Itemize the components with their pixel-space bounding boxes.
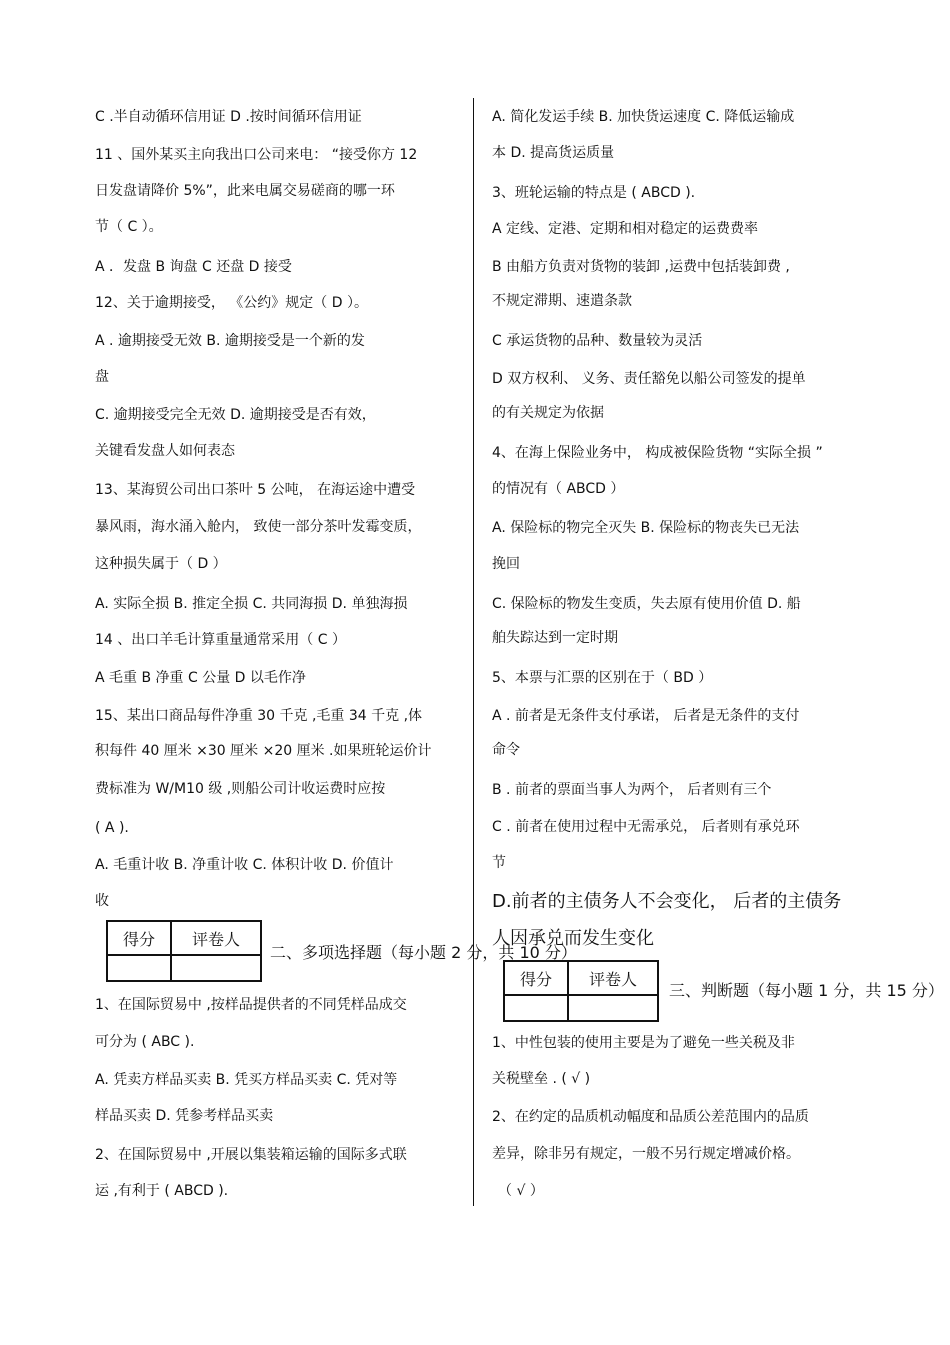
text-line: A ．发盘 B 询盘 C 还盘 D 接受 bbox=[95, 259, 292, 275]
text-line: 关键看发盘人如何表态 bbox=[95, 443, 235, 459]
text-line: A. 保险标的物完全灭失 B. 保险标的物丧失已无法 bbox=[492, 520, 800, 536]
text-line: 收 bbox=[95, 893, 109, 909]
text-line: 盘 bbox=[95, 369, 109, 385]
text-line: C 承运货物的品种、数量较为灵活 bbox=[492, 333, 703, 349]
text-line: 12、关于逾期接受， 《公约》规定（ D ）。 bbox=[95, 295, 368, 311]
score-label: 得分 bbox=[107, 921, 171, 955]
text-line: 命令 bbox=[492, 742, 520, 758]
text-line: 3、班轮运输的特点是 ( ABCD ). bbox=[492, 185, 696, 201]
text-line: C . 前者在使用过程中无需承兑， 后者则有承兑环 bbox=[492, 819, 800, 835]
text-line: 运 ,有利于 ( ABCD ). bbox=[95, 1183, 229, 1199]
text-line: 挽回 bbox=[492, 556, 520, 572]
text-line: 费标准为 W/M10 级 ,则船公司计收运费时应按 bbox=[95, 781, 386, 797]
text-line: 日发盘请降价 5%”，此来电属交易磋商的哪一环 bbox=[95, 183, 395, 199]
text-line: A. 实际全损 B. 推定全损 C. 共同海损 D. 单独海损 bbox=[95, 596, 408, 612]
text-line: 的有关规定为依据 bbox=[492, 405, 604, 421]
text-line: A. 凭卖方样品买卖 B. 凭买方样品买卖 C. 凭对等 bbox=[95, 1072, 398, 1088]
text-line: 节 bbox=[492, 855, 506, 871]
text-line: 2、在国际贸易中 ,开展以集装箱运输的国际多式联 bbox=[95, 1147, 407, 1163]
column-divider bbox=[473, 98, 474, 1206]
text-line: 暴风雨，海水涌入舱内， 致使一部分茶叶发霉变质， bbox=[95, 519, 422, 535]
text-line: 节（ C ）。 bbox=[95, 219, 163, 235]
grader-label: 评卷人 bbox=[171, 921, 261, 955]
text-line: A . 前者是无条件支付承诺， 后者是无条件的支付 bbox=[492, 708, 800, 724]
text-line: 15、某出口商品每件净重 30 千克 ,毛重 34 千克 ,体 bbox=[95, 708, 423, 724]
text-line: D 双方权利、 义务、责任豁免以船公司签发的提单 bbox=[492, 371, 806, 387]
section-title: 二、多项选择题（每小题 2 分，共 10 分） bbox=[270, 943, 577, 962]
text-line: A 定线、定港、定期和相对稳定的运费费率 bbox=[492, 221, 759, 237]
text-line: 样品买卖 D. 凭参考样品买卖 bbox=[95, 1108, 274, 1124]
text-line: A. 毛重计收 B. 净重计收 C. 体积计收 D. 价值计 bbox=[95, 857, 394, 873]
text-line: 5、本票与汇票的区别在于（ BD ） bbox=[492, 670, 713, 686]
text-line: 差异，除非另有规定，一般不另行规定增减价格。 bbox=[492, 1146, 800, 1162]
text-line: B 由船方负责对货物的装卸 ,运费中包括装卸费 , bbox=[492, 259, 790, 275]
text-line: A. 简化发运手续 B. 加快货运速度 C. 降低运输成 bbox=[492, 109, 795, 125]
text-line: （ √ ） bbox=[498, 1183, 544, 1199]
text-line: 这种损失属于（ D ） bbox=[95, 556, 227, 572]
text-line: 1、中性包装的使用主要是为了避免一些关税及非 bbox=[492, 1035, 795, 1051]
text-line: C .半自动循环信用证 D .按时间循环信用证 bbox=[95, 109, 362, 125]
text-line: 11 、国外某买主向我出口公司来电： “接受你方 12 bbox=[95, 147, 418, 163]
text-line: 可分为 ( ABC ). bbox=[95, 1034, 195, 1050]
score-cell bbox=[107, 955, 171, 981]
text-line: 的情况有（ ABCD ） bbox=[492, 481, 625, 497]
text-line: 关税壁垒 . ( √ ) bbox=[492, 1071, 591, 1087]
text-line: 4、在海上保险业务中， 构成被保险货物 “实际全损 ” bbox=[492, 445, 823, 461]
text-line: 14 、出口羊毛计算重量通常采用（ C ） bbox=[95, 632, 346, 648]
text-line: 1、在国际贸易中 ,按样品提供者的不同凭样品成交 bbox=[95, 997, 407, 1013]
text-line: A . 逾期接受无效 B. 逾期接受是一个新的发 bbox=[95, 333, 365, 349]
text-line-large: D.前者的主债务人不会变化， 后者的主债务 bbox=[492, 891, 842, 912]
grader-cell bbox=[171, 955, 261, 981]
grader-label: 评卷人 bbox=[568, 961, 658, 995]
score-box bbox=[106, 920, 262, 982]
text-line: ( A ). bbox=[95, 820, 129, 836]
text-line: C. 保险标的物发生变质，失去原有使用价值 D. 船 bbox=[492, 596, 801, 612]
text-line: 13、某海贸公司出口茶叶 5 公吨， 在海运途中遭受 bbox=[95, 482, 416, 498]
text-line: 本 D. 提高货运质量 bbox=[492, 145, 615, 161]
score-label: 得分 bbox=[504, 961, 568, 995]
text-line: B . 前者的票面当事人为两个， 后者则有三个 bbox=[492, 782, 772, 798]
score-box bbox=[503, 960, 659, 1022]
text-line: 舶失踪达到一定时期 bbox=[492, 630, 618, 646]
text-line: 2、在约定的品质机动幅度和品质公差范围内的品质 bbox=[492, 1109, 809, 1125]
text-line: A 毛重 B 净重 C 公量 D 以毛作净 bbox=[95, 670, 306, 686]
text-line: C. 逾期接受完全无效 D. 逾期接受是否有效， bbox=[95, 407, 376, 423]
score-cell bbox=[504, 995, 568, 1021]
text-line: 不规定滞期、速遣条款 bbox=[492, 293, 632, 309]
grader-cell bbox=[568, 995, 658, 1021]
section-title: 三、判断题（每小题 1 分，共 15 分） bbox=[669, 981, 944, 1000]
text-line: 积每件 40 厘米 ×30 厘米 ×20 厘米 .如果班轮运价计 bbox=[95, 743, 432, 759]
text-line-large: 人因承兑而发生变化 bbox=[492, 928, 654, 949]
